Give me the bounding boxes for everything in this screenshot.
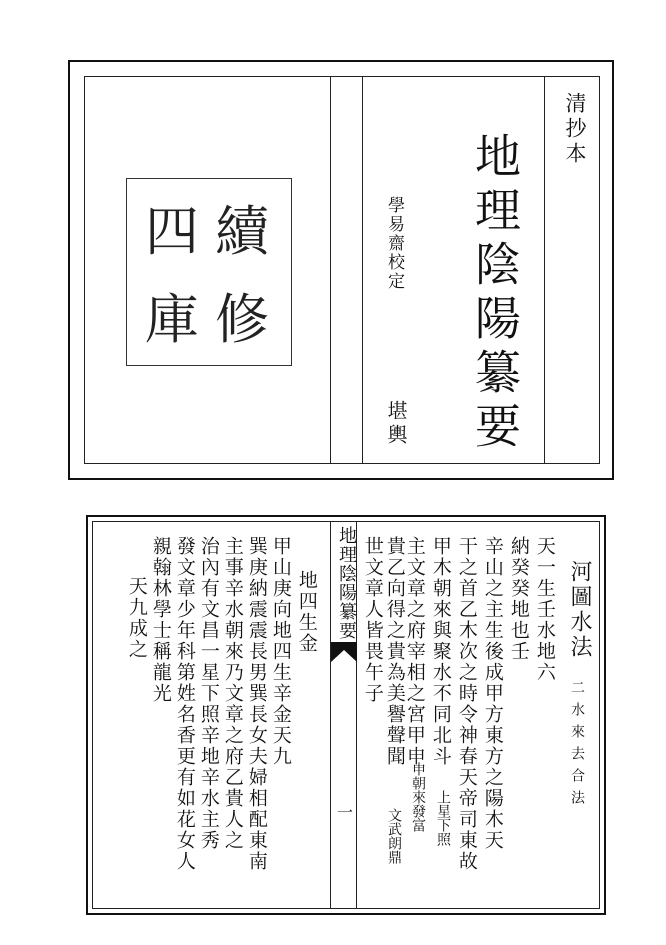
text-column-1: 天一生壬水地六	[533, 536, 556, 683]
top-divider-1	[330, 76, 331, 464]
seal-char-3: 四	[145, 200, 199, 263]
text-column-14: 發文章少年科第姓名香更有如花女人	[173, 536, 196, 872]
seal-char-1: 續	[215, 200, 269, 263]
annotation-1: 上星下照	[435, 790, 451, 846]
section-subtitle: 二水來去合法	[569, 680, 585, 812]
seal-char-4: 庫	[145, 288, 199, 351]
page-number: 一	[337, 803, 354, 822]
top-divider-2	[362, 76, 363, 464]
proofreader-note: 學易齋校定	[384, 196, 404, 291]
text-column-4: 干之首乙木次之時令神春天帝司東故	[455, 536, 478, 872]
fishtail-mark	[331, 642, 357, 664]
top-divider-3	[544, 76, 545, 464]
text-column-9: 地四生金	[295, 570, 318, 654]
book-title: 地理陰陽纂要	[468, 132, 522, 456]
text-column-12: 主事辛水朝來乃文章之府乙貴人之	[221, 536, 244, 851]
section-title: 河圖水法	[567, 560, 592, 660]
edition-note: 清抄本	[563, 92, 587, 167]
text-column-15: 親翰林學士稱龍光	[149, 536, 172, 704]
text-column-8: 世文章人皆畏午子	[361, 536, 384, 704]
category-label: 堪輿	[384, 400, 408, 448]
text-column-2: 納癸癸地也壬	[507, 536, 530, 662]
text-column-6: 主文章之府宰相之宮甲申	[403, 536, 426, 767]
text-column-11: 巽庚納震震長男巽長女夫婦相配東南	[245, 536, 268, 872]
annotation-2: 申朝來發富	[410, 762, 426, 832]
text-column-7: 貴乙向得之貴為美譽聲聞	[383, 536, 406, 767]
text-column-5: 甲木朝來與聚水不同北斗	[429, 536, 452, 767]
annotation-3: 文武朗鼎	[386, 808, 402, 864]
text-column-13: 治內有文昌一星下照辛地辛水主秀	[197, 536, 220, 851]
text-column-16: 天九成之	[125, 576, 148, 660]
seal-char-2: 修	[215, 288, 269, 351]
text-column-10: 甲山庚向地四生辛金天九	[269, 536, 292, 767]
fold-line-left	[330, 521, 331, 909]
text-column-3: 辛山之主生後成甲方東方之陽木天	[481, 536, 504, 851]
library-seal	[126, 178, 292, 366]
margin-title: 地理陰陽纂要	[336, 526, 357, 640]
